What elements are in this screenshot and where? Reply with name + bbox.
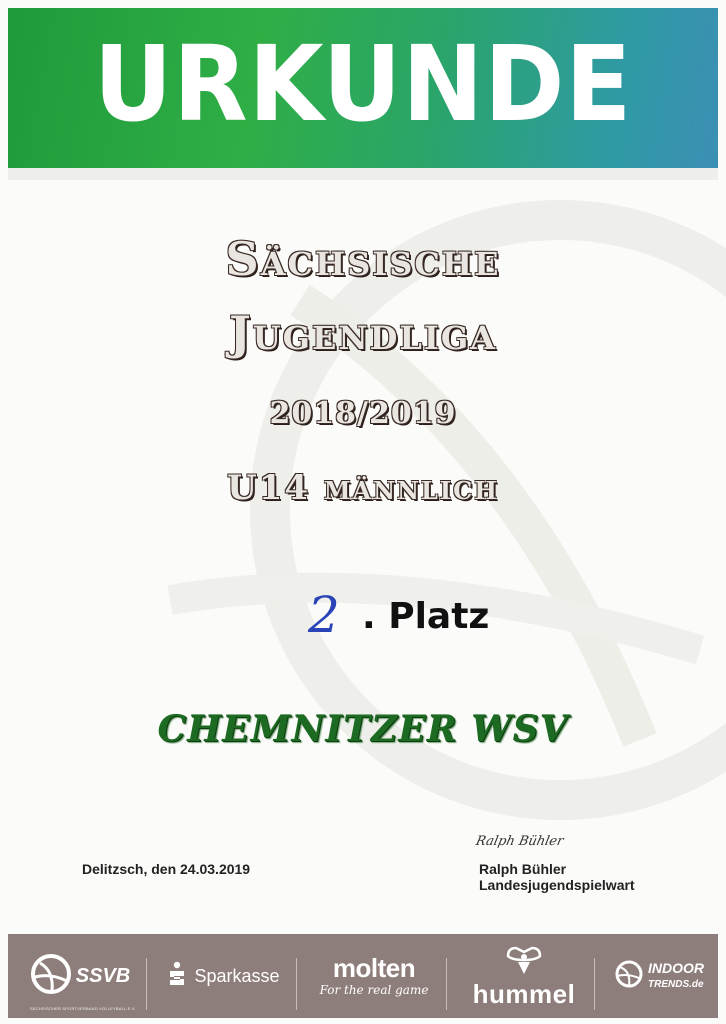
- season: 2018/2019: [269, 396, 457, 431]
- signer-name: Ralph Bühler: [479, 861, 567, 877]
- sparkasse-s-icon: [168, 961, 186, 991]
- date-line: Delitzsch, den 24.03.2019: [82, 861, 251, 877]
- indoor-ball-icon: [614, 959, 644, 993]
- molten-label: molten: [332, 953, 416, 983]
- signature: Ralph Bühler: [474, 834, 565, 849]
- indoor-label: [648, 961, 704, 992]
- team-name: CHEMNITZER WSV: [157, 708, 569, 750]
- banner-divider: [8, 168, 718, 180]
- sponsor-sparkasse: [154, 934, 294, 1018]
- hummel-bee-icon: [502, 946, 546, 982]
- place-label: . Platz: [362, 596, 490, 637]
- sponsor-band: [8, 934, 718, 1018]
- sponsor-divider: [594, 958, 595, 1010]
- hummel-label: hummel: [472, 979, 576, 1009]
- sponsor-ssvb: [16, 934, 144, 1018]
- molten-tagline: For the real game: [319, 983, 429, 997]
- sponsor-divider: [446, 958, 447, 1010]
- sparkasse-label: Sparkasse: [194, 965, 280, 986]
- certificate-title: URKUNDE: [93, 23, 633, 145]
- volleyball-icon: [30, 953, 72, 999]
- sponsor-divider: [146, 958, 147, 1010]
- indoor-sub: TRENDS.de: [648, 978, 704, 990]
- title-line-2: Jugendliga: [228, 306, 497, 360]
- signer-title: Landesjugendspielwart: [479, 877, 635, 893]
- title-line-1: Sächsische: [225, 232, 501, 286]
- ssvb-subtitle: SÄCHSISCHER SPORTVERBAND VOLLEYBALL E.V.: [30, 1006, 136, 1011]
- signer-block: [479, 861, 635, 893]
- indoor-main: INDOOR: [648, 959, 704, 976]
- category: U14 männlich: [227, 468, 499, 508]
- ssvb-label: SSVB: [75, 964, 131, 987]
- place-number-handwritten: 2: [308, 586, 340, 644]
- sponsor-indoortrends: [600, 934, 718, 1018]
- header-banner: [8, 8, 718, 168]
- sponsor-molten: [304, 934, 444, 1018]
- sponsor-hummel: [454, 934, 594, 1018]
- sponsor-divider: [296, 958, 297, 1010]
- volleyball-watermark: [0, 180, 726, 930]
